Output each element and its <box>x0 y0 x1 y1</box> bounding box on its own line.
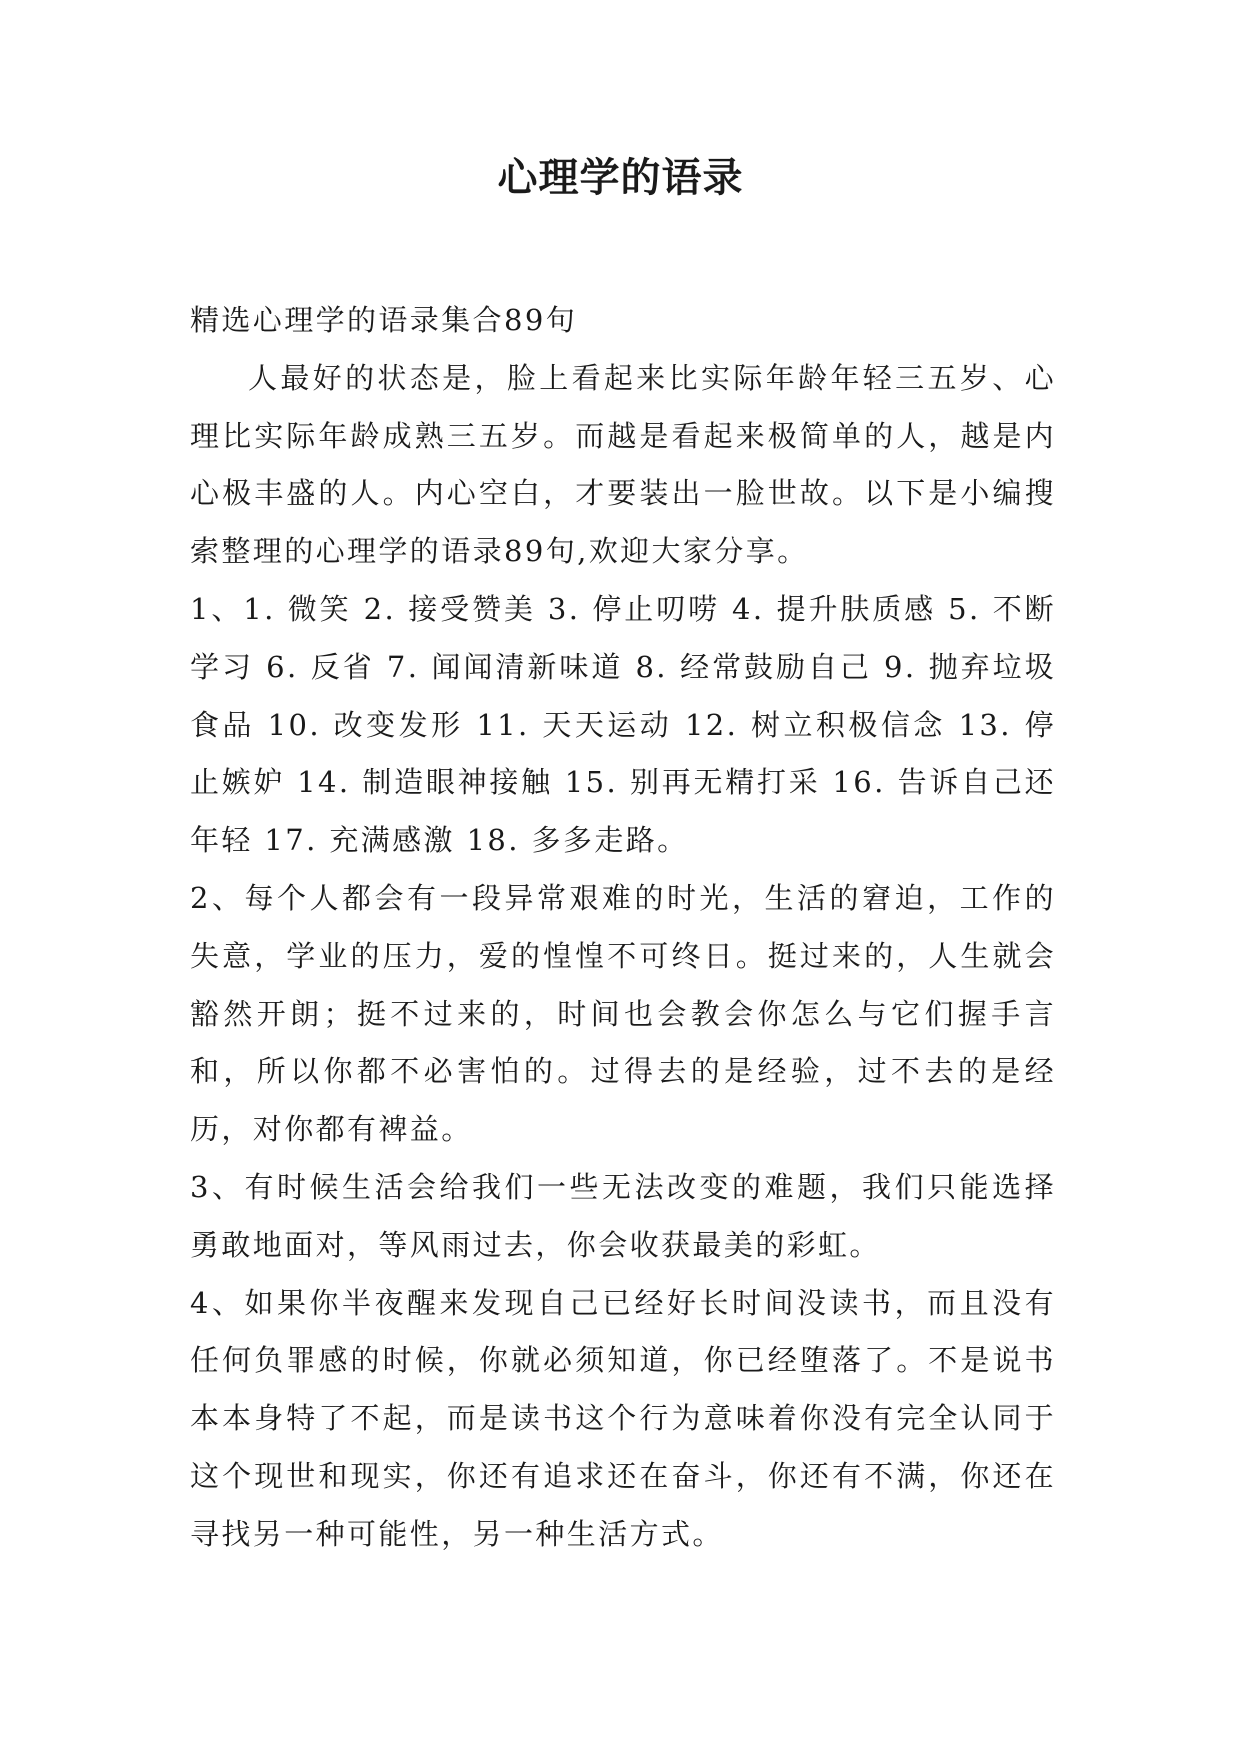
document-body <box>190 292 1056 1564</box>
quote-item-4: 4、如果你半夜醒来发现自己已经好长时间没读书，而且没有任何负罪感的时候，你就必须知道，你已经堕落了。不是说书本本身特了不起，而是读书这个行为意味着你没有完全认同于这个现世和现实，你还有追求还在奋斗，你还有不满，你还在寻找另一种可能性，另一种生活方式。 <box>190 1285 1056 1551</box>
quote-item-3: 3、有时候生活会给我们一些无法改变的难题，我们只能选择勇敢地面对，等风雨过去，你会收获最美的彩虹。 <box>190 1169 1056 1262</box>
quote-item-1: 1、1. 微笑 2. 接受赞美 3. 停止叨唠 4. 提升肤质感 5. 不断学习 6. 反省 7. 闻闻清新味道 8. 经常鼓励自己 9. 抛弃垃圾食品 10. 改变发形 11. 天天运动 12. 树立积极信念 13. 停止嫉妒 14. 制造眼神接触 15. 别再无精打采 16. 告诉自己还年轻 17. 充满感激 18. 多多走路。 <box>190 591 1056 858</box>
intro-paragraph: 人最好的状态是，脸上看起来比实际年龄年轻三五岁、心理比实际年龄成熟三五岁。而越是看起来极简单的人，越是内心极丰盛的人。内心空白，才要装出一脸世故。以下是小编搜索整理的心理学的语录89句,欢迎大家分享。 <box>190 360 1056 569</box>
quote-item-2: 2、每个人都会有一段异常艰难的时光，生活的窘迫，工作的失意，学业的压力，爱的惶惶不可终日。挺过来的，人生就会豁然开朗；挺不过来的，时间也会教会你怎么与它们握手言和，所以你都不必害怕的。过得去的是经验，过不去的是经历，对你都有裨益。 <box>190 880 1056 1147</box>
document-title: 心理学的语录 <box>497 155 744 201</box>
document-subtitle: 精选心理学的语录集合89句 <box>190 303 578 337</box>
